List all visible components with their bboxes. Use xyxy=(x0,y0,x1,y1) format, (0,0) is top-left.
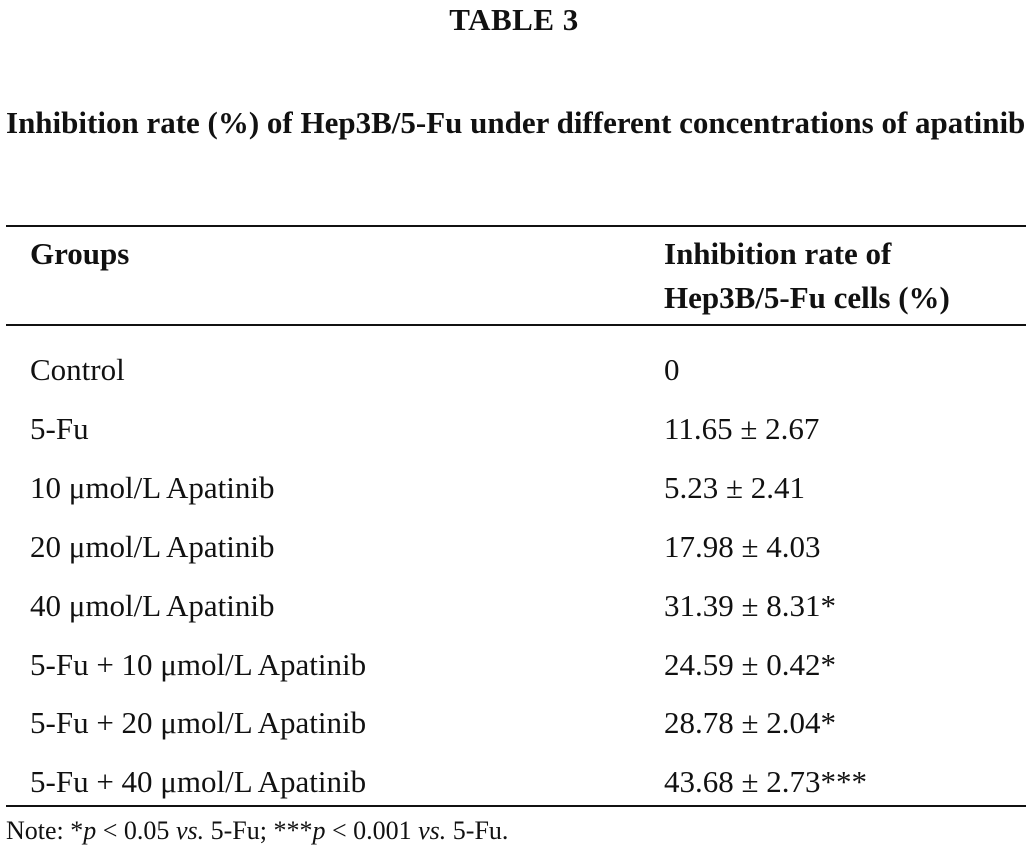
note-part4: 5-Fu. xyxy=(446,816,509,845)
note-vs-1: vs. xyxy=(175,816,205,845)
table-row-value: 43.68 ± 2.73*** xyxy=(664,764,868,799)
table-note xyxy=(6,813,508,849)
note-vs-2: vs. xyxy=(418,816,447,845)
table-row-group: 5-Fu + 40 μmol/L Apatinib xyxy=(30,764,367,799)
note-part3: < 0.001 xyxy=(325,816,419,845)
header-inhibition-rate xyxy=(664,232,950,320)
note-part2: 5-Fu; *** xyxy=(204,816,313,845)
table-caption: Inhibition rate (%) of Hep3B/5-Fu under different concentrations of apatinib xyxy=(6,105,1026,140)
table-row-value: 5.23 ± 2.41 xyxy=(664,470,806,505)
table-row-value: 0 xyxy=(664,352,680,387)
top-rule xyxy=(6,225,1026,227)
table-row-value: 28.78 ± 2.04* xyxy=(664,705,837,740)
note-p-value-symbol-2: p xyxy=(312,816,326,845)
header-inhibition-rate-line1: Inhibition rate of xyxy=(664,236,892,271)
table-row-value: 31.39 ± 8.31* xyxy=(664,588,837,623)
note-p-value-symbol: p xyxy=(83,816,97,845)
table-row-value: 24.59 ± 0.42* xyxy=(664,647,837,682)
table-label: TABLE 3 xyxy=(449,2,579,37)
table-row-group: 5-Fu xyxy=(30,411,89,446)
table-row-group: 20 μmol/L Apatinib xyxy=(30,529,275,564)
header-inhibition-rate-line2: Hep3B/5-Fu cells (%) xyxy=(664,280,950,315)
table-row-group: Control xyxy=(30,352,125,387)
table-row-group: 5-Fu + 20 μmol/L Apatinib xyxy=(30,705,367,740)
header-rule xyxy=(6,324,1026,326)
table-row-group: 5-Fu + 10 μmol/L Apatinib xyxy=(30,647,367,682)
bottom-rule xyxy=(6,805,1026,807)
table-row-value: 17.98 ± 4.03 xyxy=(664,529,821,564)
table-row-value: 11.65 ± 2.67 xyxy=(664,411,820,446)
table-row-group: 40 μmol/L Apatinib xyxy=(30,588,275,623)
table-row-group: 10 μmol/L Apatinib xyxy=(30,470,275,505)
note-prefix: Note: * xyxy=(6,816,84,845)
note-part1: < 0.05 xyxy=(96,816,176,845)
header-groups: Groups xyxy=(30,236,130,271)
